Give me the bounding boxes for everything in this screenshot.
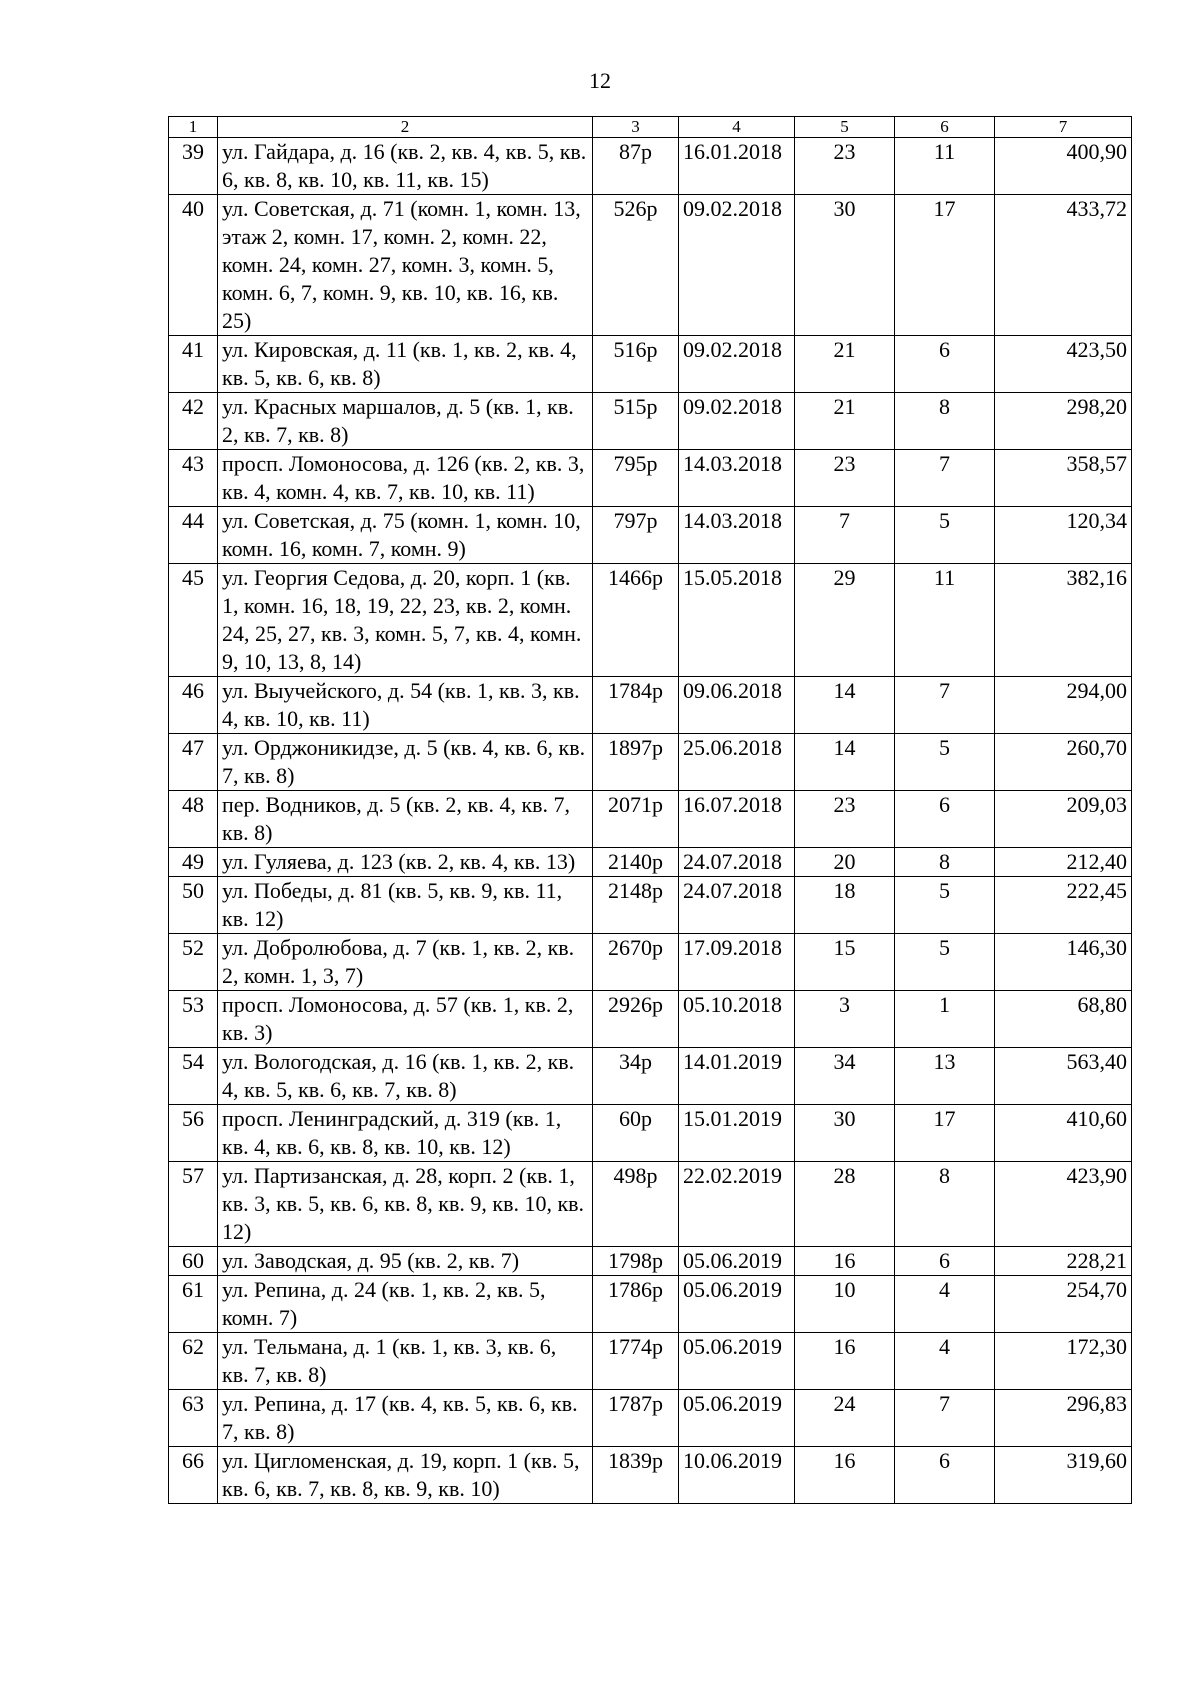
table-row xyxy=(169,393,1132,450)
column-header: 5 xyxy=(795,117,895,138)
row-number-cell: 48 xyxy=(169,791,218,848)
column-header: 7 xyxy=(995,117,1132,138)
col-6-value-cell: 4 xyxy=(895,1276,995,1333)
col-6-value-cell: 5 xyxy=(895,507,995,564)
table-row xyxy=(169,450,1132,507)
col-5-value-cell: 23 xyxy=(795,138,895,195)
table-row xyxy=(169,877,1132,934)
col-6-value-cell: 1 xyxy=(895,991,995,1048)
order-date-cell: 17.09.2018 xyxy=(679,934,795,991)
order-date-cell: 09.06.2018 xyxy=(679,677,795,734)
col-5-value-cell: 30 xyxy=(795,195,895,336)
col-6-value-cell: 5 xyxy=(895,734,995,791)
col-7-value-cell: 228,21 xyxy=(995,1247,1132,1276)
address-cell: ул. Репина, д. 17 (кв. 4, кв. 5, кв. 6, кв. 7, кв. 8) xyxy=(218,1390,593,1447)
table-row xyxy=(169,1105,1132,1162)
col-5-value-cell: 21 xyxy=(795,393,895,450)
order-number-cell: 34р xyxy=(593,1048,679,1105)
order-date-cell: 16.07.2018 xyxy=(679,791,795,848)
col-7-value-cell: 212,40 xyxy=(995,848,1132,877)
table-row xyxy=(169,195,1132,336)
col-5-value-cell: 18 xyxy=(795,877,895,934)
table-row xyxy=(169,1276,1132,1333)
order-number-cell: 87р xyxy=(593,138,679,195)
address-cell: ул. Победы, д. 81 (кв. 5, кв. 9, кв. 11, кв. 12) xyxy=(218,877,593,934)
col-6-value-cell: 11 xyxy=(895,564,995,677)
address-cell: ул. Заводская, д. 95 (кв. 2, кв. 7) xyxy=(218,1247,593,1276)
order-date-cell: 22.02.2019 xyxy=(679,1162,795,1247)
col-7-value-cell: 146,30 xyxy=(995,934,1132,991)
col-6-value-cell: 17 xyxy=(895,195,995,336)
order-number-cell: 2148р xyxy=(593,877,679,934)
table-row xyxy=(169,1390,1132,1447)
col-5-value-cell: 24 xyxy=(795,1390,895,1447)
order-number-cell: 516р xyxy=(593,336,679,393)
col-6-value-cell: 8 xyxy=(895,1162,995,1247)
address-cell: ул. Репина, д. 24 (кв. 1, кв. 2, кв. 5, комн. 7) xyxy=(218,1276,593,1333)
row-number-cell: 42 xyxy=(169,393,218,450)
row-number-cell: 39 xyxy=(169,138,218,195)
table-row xyxy=(169,564,1132,677)
row-number-cell: 47 xyxy=(169,734,218,791)
address-cell: ул. Гайдара, д. 16 (кв. 2, кв. 4, кв. 5, кв. 6, кв. 8, кв. 10, кв. 11, кв. 15) xyxy=(218,138,593,195)
address-cell: ул. Выучейского, д. 54 (кв. 1, кв. 3, кв. 4, кв. 10, кв. 11) xyxy=(218,677,593,734)
order-number-cell: 2926р xyxy=(593,991,679,1048)
row-number-cell: 43 xyxy=(169,450,218,507)
col-7-value-cell: 260,70 xyxy=(995,734,1132,791)
table-row xyxy=(169,1247,1132,1276)
table-row xyxy=(169,677,1132,734)
order-number-cell: 1798р xyxy=(593,1247,679,1276)
col-6-value-cell: 5 xyxy=(895,934,995,991)
col-6-value-cell: 7 xyxy=(895,1390,995,1447)
row-number-cell: 52 xyxy=(169,934,218,991)
col-6-value-cell: 7 xyxy=(895,450,995,507)
address-cell: ул. Добролюбова, д. 7 (кв. 1, кв. 2, кв. 2, комн. 1, 3, 7) xyxy=(218,934,593,991)
order-date-cell: 05.10.2018 xyxy=(679,991,795,1048)
row-number-cell: 62 xyxy=(169,1333,218,1390)
address-cell: просп. Ломоносова, д. 126 (кв. 2, кв. 3, кв. 4, комн. 4, кв. 7, кв. 10, кв. 11) xyxy=(218,450,593,507)
col-5-value-cell: 23 xyxy=(795,791,895,848)
address-cell: ул. Вологодская, д. 16 (кв. 1, кв. 2, кв. 4, кв. 5, кв. 6, кв. 7, кв. 8) xyxy=(218,1048,593,1105)
col-7-value-cell: 209,03 xyxy=(995,791,1132,848)
column-header: 1 xyxy=(169,117,218,138)
col-7-value-cell: 254,70 xyxy=(995,1276,1132,1333)
order-number-cell: 795р xyxy=(593,450,679,507)
col-5-value-cell: 10 xyxy=(795,1276,895,1333)
table-row xyxy=(169,791,1132,848)
col-5-value-cell: 15 xyxy=(795,934,895,991)
col-5-value-cell: 28 xyxy=(795,1162,895,1247)
order-number-cell: 1786р xyxy=(593,1276,679,1333)
order-number-cell: 1784р xyxy=(593,677,679,734)
col-7-value-cell: 423,50 xyxy=(995,336,1132,393)
col-5-value-cell: 14 xyxy=(795,734,895,791)
order-date-cell: 24.07.2018 xyxy=(679,877,795,934)
table-row xyxy=(169,138,1132,195)
col-6-value-cell: 7 xyxy=(895,677,995,734)
order-number-cell: 2140р xyxy=(593,848,679,877)
address-cell: ул. Орджоникидзе, д. 5 (кв. 4, кв. 6, кв. 7, кв. 8) xyxy=(218,734,593,791)
table-header-row xyxy=(169,117,1132,138)
order-date-cell: 14.01.2019 xyxy=(679,1048,795,1105)
table-row xyxy=(169,1048,1132,1105)
col-6-value-cell: 8 xyxy=(895,393,995,450)
col-7-value-cell: 410,60 xyxy=(995,1105,1132,1162)
order-number-cell: 515р xyxy=(593,393,679,450)
column-header: 2 xyxy=(218,117,593,138)
order-date-cell: 16.01.2018 xyxy=(679,138,795,195)
row-number-cell: 40 xyxy=(169,195,218,336)
col-6-value-cell: 13 xyxy=(895,1048,995,1105)
page-number: 12 xyxy=(589,68,611,93)
order-number-cell: 1897р xyxy=(593,734,679,791)
col-7-value-cell: 172,30 xyxy=(995,1333,1132,1390)
col-7-value-cell: 319,60 xyxy=(995,1447,1132,1504)
col-5-value-cell: 14 xyxy=(795,677,895,734)
row-number-cell: 50 xyxy=(169,877,218,934)
row-number-cell: 63 xyxy=(169,1390,218,1447)
order-date-cell: 15.05.2018 xyxy=(679,564,795,677)
col-6-value-cell: 6 xyxy=(895,1447,995,1504)
row-number-cell: 54 xyxy=(169,1048,218,1105)
col-6-value-cell: 6 xyxy=(895,791,995,848)
table-row xyxy=(169,734,1132,791)
table-row xyxy=(169,1447,1132,1504)
col-7-value-cell: 382,16 xyxy=(995,564,1132,677)
row-number-cell: 57 xyxy=(169,1162,218,1247)
order-number-cell: 2071р xyxy=(593,791,679,848)
col-6-value-cell: 8 xyxy=(895,848,995,877)
order-number-cell: 2670р xyxy=(593,934,679,991)
row-number-cell: 49 xyxy=(169,848,218,877)
order-date-cell: 14.03.2018 xyxy=(679,450,795,507)
order-number-cell: 1839р xyxy=(593,1447,679,1504)
col-6-value-cell: 11 xyxy=(895,138,995,195)
address-cell: ул. Цигломенская, д. 19, корп. 1 (кв. 5, кв. 6, кв. 7, кв. 8, кв. 9, кв. 10) xyxy=(218,1447,593,1504)
col-5-value-cell: 16 xyxy=(795,1247,895,1276)
address-cell: ул. Партизанская, д. 28, корп. 2 (кв. 1, кв. 3, кв. 5, кв. 6, кв. 8, кв. 9, кв. 10, кв. 12) xyxy=(218,1162,593,1247)
order-date-cell: 09.02.2018 xyxy=(679,393,795,450)
order-date-cell: 05.06.2019 xyxy=(679,1247,795,1276)
col-5-value-cell: 7 xyxy=(795,507,895,564)
col-5-value-cell: 16 xyxy=(795,1333,895,1390)
row-number-cell: 45 xyxy=(169,564,218,677)
address-cell: ул. Красных маршалов, д. 5 (кв. 1, кв. 2, кв. 7, кв. 8) xyxy=(218,393,593,450)
column-header: 4 xyxy=(679,117,795,138)
col-7-value-cell: 358,57 xyxy=(995,450,1132,507)
order-date-cell: 10.06.2019 xyxy=(679,1447,795,1504)
order-date-cell: 24.07.2018 xyxy=(679,848,795,877)
table-row xyxy=(169,991,1132,1048)
col-5-value-cell: 30 xyxy=(795,1105,895,1162)
order-date-cell: 15.01.2019 xyxy=(679,1105,795,1162)
order-number-cell: 526р xyxy=(593,195,679,336)
data-table xyxy=(168,116,1132,1504)
order-date-cell: 09.02.2018 xyxy=(679,336,795,393)
col-7-value-cell: 68,80 xyxy=(995,991,1132,1048)
col-7-value-cell: 563,40 xyxy=(995,1048,1132,1105)
col-5-value-cell: 34 xyxy=(795,1048,895,1105)
address-cell: ул. Советская, д. 71 (комн. 1, комн. 13, этаж 2, комн. 17, комн. 2, комн. 22, комн. 24, комн. 27, комн. 3, комн. 5, комн. 6, 7, комн. 9, кв. 10, кв. 16, кв. 25) xyxy=(218,195,593,336)
table-row xyxy=(169,507,1132,564)
order-date-cell: 09.02.2018 xyxy=(679,195,795,336)
address-cell: пер. Водников, д. 5 (кв. 2, кв. 4, кв. 7, кв. 8) xyxy=(218,791,593,848)
row-number-cell: 61 xyxy=(169,1276,218,1333)
order-date-cell: 05.06.2019 xyxy=(679,1333,795,1390)
table-row xyxy=(169,336,1132,393)
order-number-cell: 797р xyxy=(593,507,679,564)
order-date-cell: 05.06.2019 xyxy=(679,1276,795,1333)
row-number-cell: 44 xyxy=(169,507,218,564)
order-number-cell: 1787р xyxy=(593,1390,679,1447)
row-number-cell: 46 xyxy=(169,677,218,734)
address-cell: ул. Гуляева, д. 123 (кв. 2, кв. 4, кв. 13) xyxy=(218,848,593,877)
column-header: 3 xyxy=(593,117,679,138)
col-6-value-cell: 17 xyxy=(895,1105,995,1162)
col-6-value-cell: 6 xyxy=(895,336,995,393)
col-5-value-cell: 29 xyxy=(795,564,895,677)
row-number-cell: 66 xyxy=(169,1447,218,1504)
address-cell: ул. Кировская, д. 11 (кв. 1, кв. 2, кв. 4, кв. 5, кв. 6, кв. 8) xyxy=(218,336,593,393)
col-7-value-cell: 294,00 xyxy=(995,677,1132,734)
order-number-cell: 1774р xyxy=(593,1333,679,1390)
col-6-value-cell: 6 xyxy=(895,1247,995,1276)
order-date-cell: 25.06.2018 xyxy=(679,734,795,791)
row-number-cell: 53 xyxy=(169,991,218,1048)
col-6-value-cell: 5 xyxy=(895,877,995,934)
table-row xyxy=(169,848,1132,877)
table-row xyxy=(169,934,1132,991)
order-date-cell: 14.03.2018 xyxy=(679,507,795,564)
col-5-value-cell: 21 xyxy=(795,336,895,393)
col-7-value-cell: 222,45 xyxy=(995,877,1132,934)
col-7-value-cell: 433,72 xyxy=(995,195,1132,336)
address-cell: просп. Ломоносова, д. 57 (кв. 1, кв. 2, кв. 3) xyxy=(218,991,593,1048)
col-7-value-cell: 400,90 xyxy=(995,138,1132,195)
col-6-value-cell: 4 xyxy=(895,1333,995,1390)
col-7-value-cell: 296,83 xyxy=(995,1390,1132,1447)
row-number-cell: 41 xyxy=(169,336,218,393)
column-header: 6 xyxy=(895,117,995,138)
order-number-cell: 60р xyxy=(593,1105,679,1162)
row-number-cell: 56 xyxy=(169,1105,218,1162)
col-7-value-cell: 298,20 xyxy=(995,393,1132,450)
order-number-cell: 498р xyxy=(593,1162,679,1247)
table-row xyxy=(169,1333,1132,1390)
address-cell: ул. Советская, д. 75 (комн. 1, комн. 10, комн. 16, комн. 7, комн. 9) xyxy=(218,507,593,564)
col-5-value-cell: 16 xyxy=(795,1447,895,1504)
col-7-value-cell: 120,34 xyxy=(995,507,1132,564)
col-5-value-cell: 3 xyxy=(795,991,895,1048)
address-cell: ул. Георгия Седова, д. 20, корп. 1 (кв. 1, комн. 16, 18, 19, 22, 23, кв. 2, комн. 24, 25, 27, кв. 3, комн. 5, 7, кв. 4, комн. 9, 10, 13, 8, 14) xyxy=(218,564,593,677)
table-row xyxy=(169,1162,1132,1247)
col-5-value-cell: 20 xyxy=(795,848,895,877)
col-5-value-cell: 23 xyxy=(795,450,895,507)
order-date-cell: 05.06.2019 xyxy=(679,1390,795,1447)
address-cell: просп. Ленинградский, д. 319 (кв. 1, кв. 4, кв. 6, кв. 8, кв. 10, кв. 12) xyxy=(218,1105,593,1162)
row-number-cell: 60 xyxy=(169,1247,218,1276)
col-7-value-cell: 423,90 xyxy=(995,1162,1132,1247)
address-cell: ул. Тельмана, д. 1 (кв. 1, кв. 3, кв. 6, кв. 7, кв. 8) xyxy=(218,1333,593,1390)
order-number-cell: 1466р xyxy=(593,564,679,677)
